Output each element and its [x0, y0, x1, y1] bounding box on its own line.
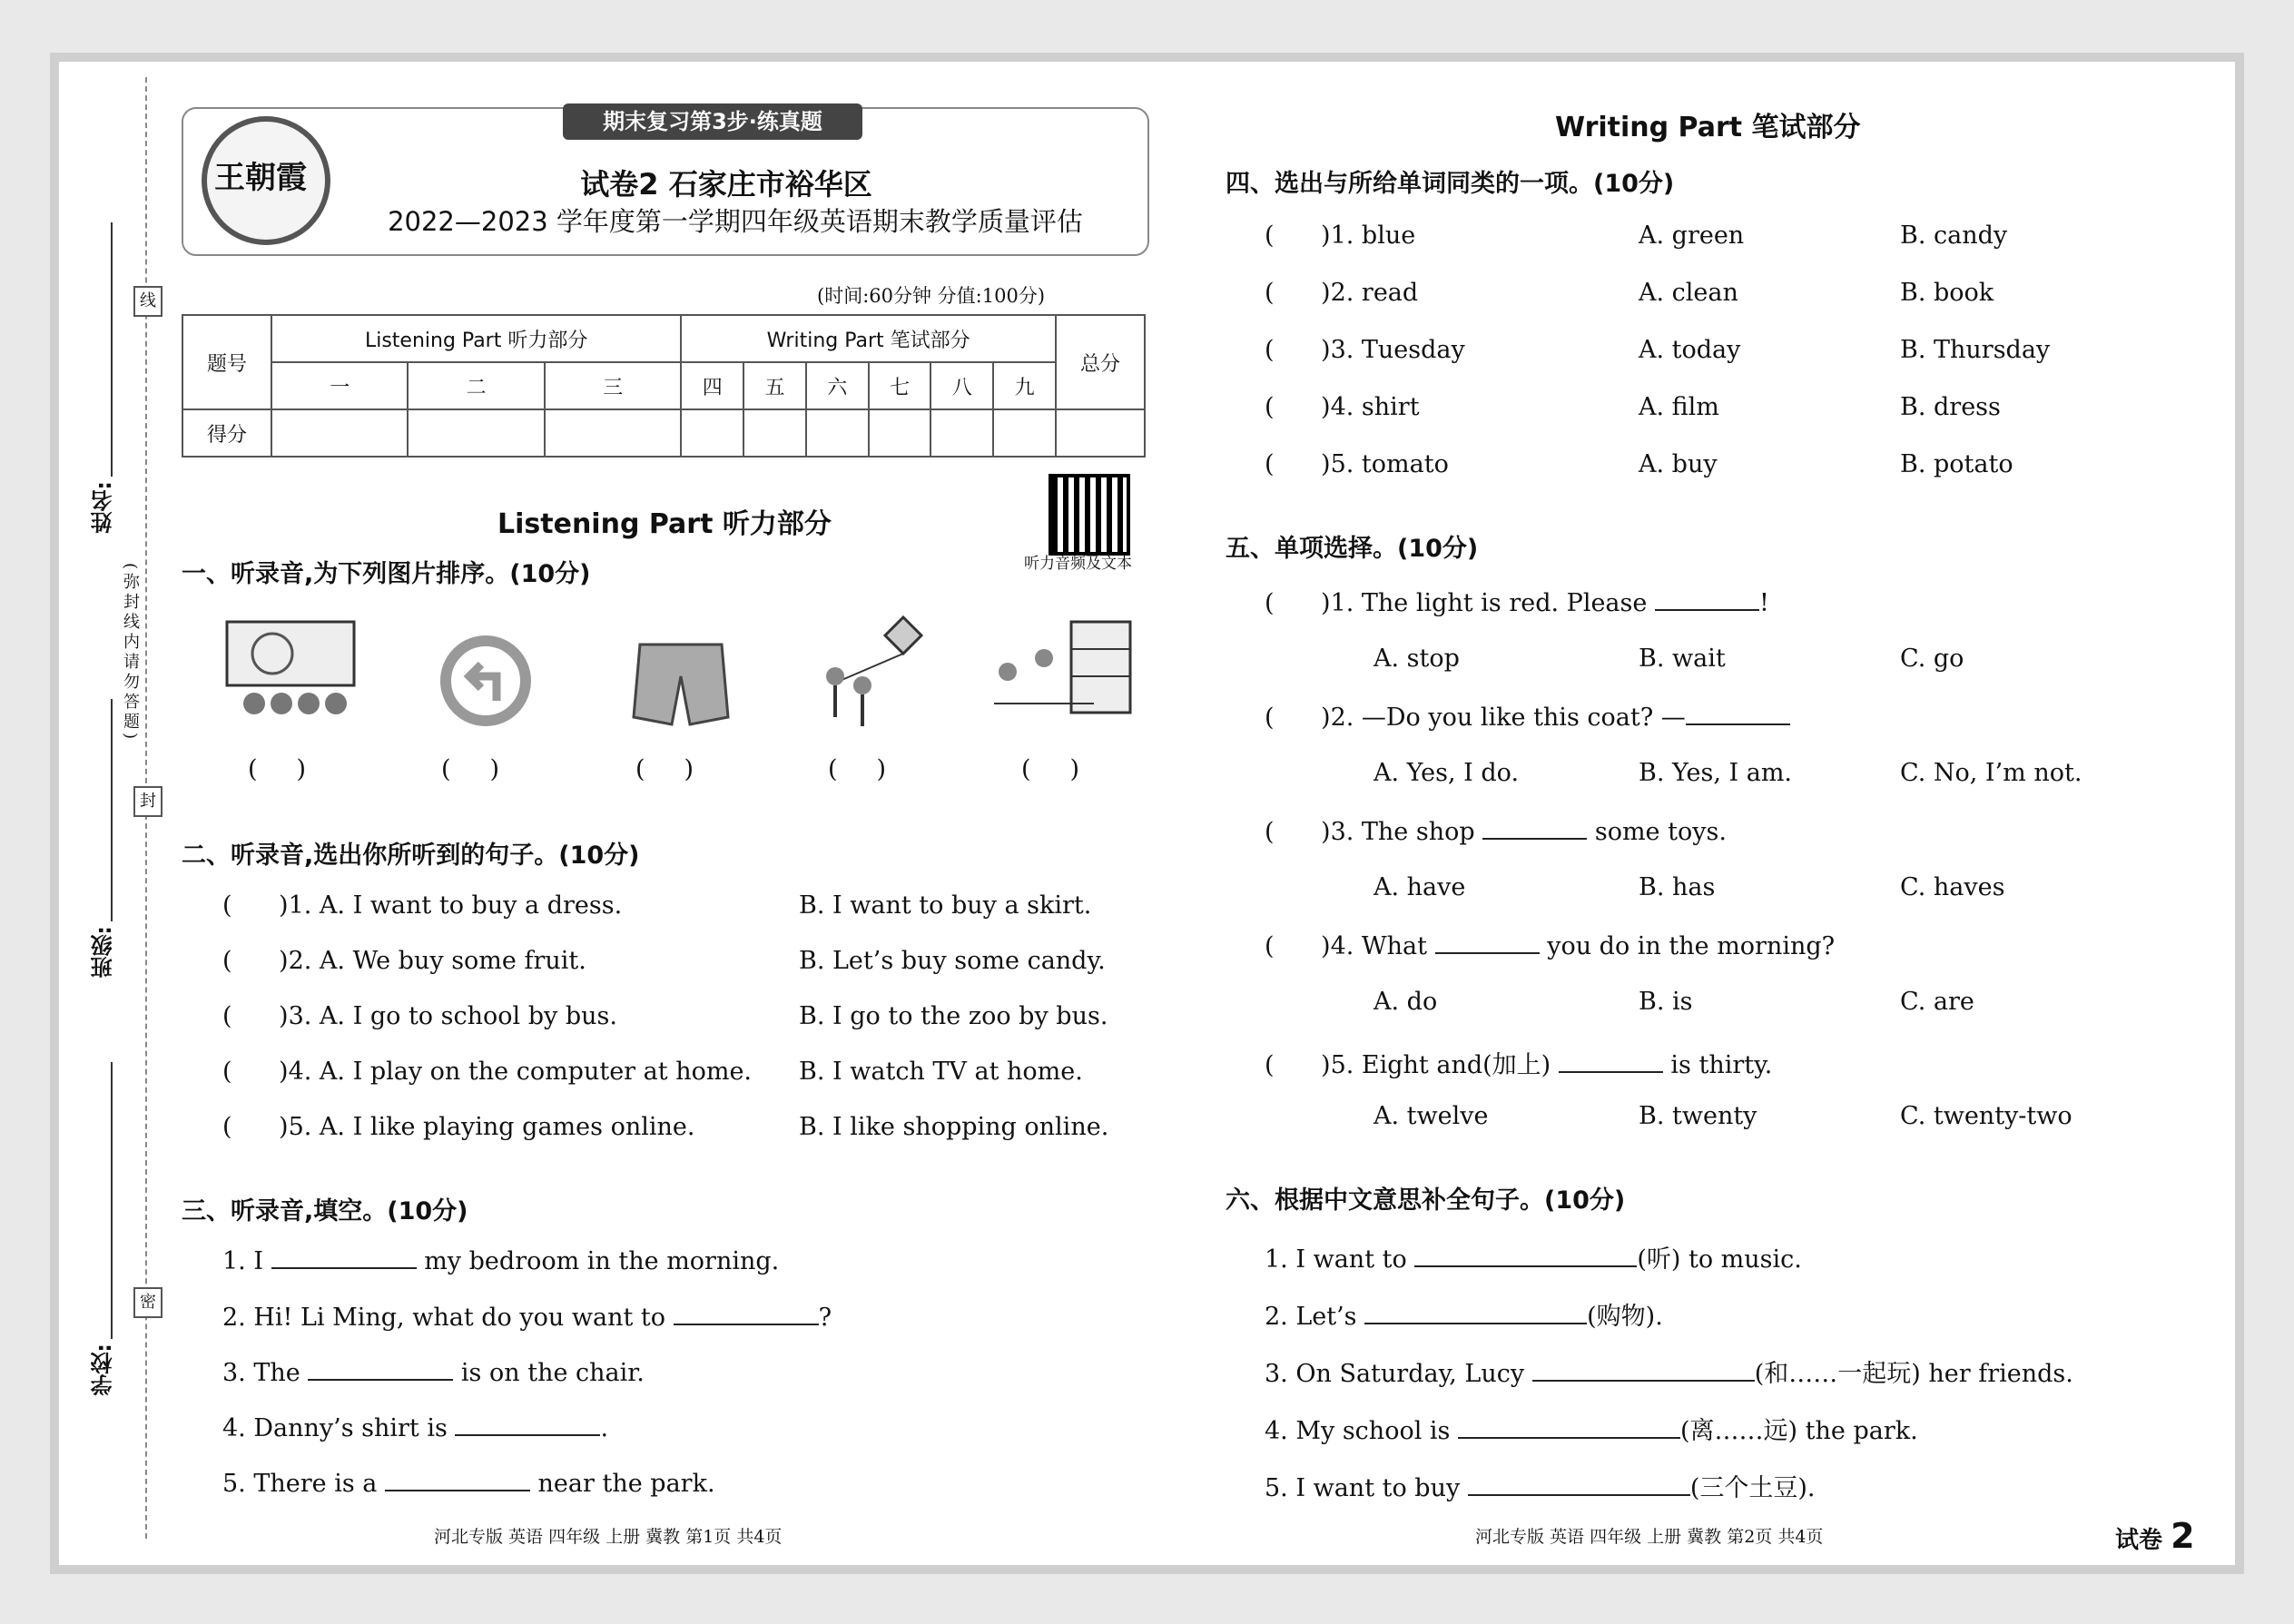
- q4-item-4: ( )4. shirt: [1265, 393, 1420, 421]
- kite-flying-picture: [803, 608, 930, 735]
- score-cell[interactable]: [743, 409, 806, 457]
- writing-header: Writing Part 笔试部分: [681, 315, 1056, 362]
- time-info: (时间:60分钟 分值:100分): [817, 285, 1046, 307]
- q5-item-1: ( )1. The light is red. Please !: [1265, 589, 1769, 617]
- score-cell[interactable]: [930, 409, 993, 457]
- q2-item-1: ( )1. A. I want to buy a dress.: [222, 891, 623, 920]
- q5-item-3: ( )3. The shop some toys.: [1265, 818, 1727, 846]
- cut-mark-line: 线: [133, 286, 162, 317]
- name-field-line: [111, 222, 113, 477]
- q4-item-3-b: B. Thursday: [1900, 336, 2051, 364]
- q1-heading: 一、听录音,为下列图片排序。(10分): [182, 560, 591, 588]
- q2-item-3: ( )3. A. I go to school by bus.: [222, 1002, 617, 1030]
- footer-right: 河北专版 英语 四年级 上册 冀教 第2页 共4页: [1475, 1527, 1824, 1547]
- q4-item-3-a: A. today: [1639, 336, 1741, 364]
- q3-item-2: 2. Hi! Li Ming, what do you want to ?: [222, 1304, 832, 1332]
- answer-bracket[interactable]: ( ): [828, 755, 886, 783]
- paper-title: 试卷2 石家庄市裕华区: [580, 167, 872, 202]
- q2-item-4: ( )4. A. I play on the computer at home.: [222, 1058, 753, 1086]
- class-field-line: [111, 699, 113, 921]
- fill-blank[interactable]: [674, 1302, 819, 1325]
- score-cell[interactable]: [271, 409, 408, 457]
- fill-blank[interactable]: [1435, 930, 1540, 954]
- col-7: 七: [869, 362, 931, 409]
- score-label: 得分: [182, 409, 271, 457]
- paper-number-tag: 试卷 2: [2115, 1516, 2195, 1556]
- fill-blank[interactable]: [1532, 1358, 1755, 1382]
- q2-item-2: ( )2. A. We buy some fruit.: [222, 947, 586, 975]
- score-cell[interactable]: [806, 409, 869, 457]
- writing-title: Writing Part 笔试部分: [1555, 112, 1861, 143]
- fill-blank[interactable]: [308, 1357, 453, 1381]
- score-table: [182, 314, 1146, 458]
- col-4: 四: [681, 362, 743, 409]
- fill-blank[interactable]: [1414, 1244, 1637, 1267]
- name-label: 姓名:: [91, 481, 116, 534]
- cut-mark-seal2: 密: [133, 1287, 162, 1318]
- score-cell[interactable]: [993, 409, 1056, 457]
- q5-item-2-c: C. No, I’m not.: [1900, 759, 2082, 787]
- q6-heading: 六、根据中文意思补全句子。(10分): [1226, 1186, 1626, 1215]
- total-header: 总分: [1056, 315, 1145, 409]
- header-tab: 期末复习第3步·练真题: [563, 103, 862, 140]
- q4-item-2-a: A. clean: [1639, 279, 1738, 307]
- score-cell[interactable]: [408, 409, 544, 457]
- qr-caption: 听力音频及文本: [1024, 555, 1132, 573]
- q4-item-5: ( )5. tomato: [1265, 450, 1449, 478]
- q3-item-3: 3. The is on the chair.: [222, 1359, 645, 1387]
- q2-item-5-b: B. I like shopping online.: [799, 1113, 1109, 1141]
- answer-bracket[interactable]: ( ): [248, 755, 306, 783]
- q2-heading: 二、听录音,选出你所听到的句子。(10分): [182, 842, 640, 870]
- fill-blank[interactable]: [455, 1412, 600, 1436]
- movie-scene-picture: [218, 613, 363, 722]
- shorts-picture: [626, 626, 735, 735]
- q4-item-4-b: B. dress: [1900, 393, 2001, 421]
- q5-item-3-b: B. has: [1639, 873, 1716, 901]
- seal-note: (弥封线内请勿答题): [121, 563, 140, 743]
- col-1: 一: [271, 362, 408, 409]
- q2-item-2-b: B. Let’s buy some candy.: [799, 947, 1106, 975]
- fill-blank[interactable]: [1468, 1472, 1690, 1496]
- score-cell[interactable]: [869, 409, 931, 457]
- logo-text: 王朝霞: [214, 160, 307, 196]
- fill-blank[interactable]: [1482, 816, 1587, 840]
- q5-item-4: ( )4. What you do in the morning?: [1265, 932, 1836, 960]
- answer-bracket[interactable]: ( ): [635, 755, 694, 783]
- q4-item-1-a: A. green: [1639, 221, 1745, 250]
- class-label: 班级:: [91, 926, 116, 979]
- q2-item-4-b: B. I watch TV at home.: [799, 1058, 1083, 1086]
- q6-item-2: 2. Let’s (购物).: [1265, 1303, 1663, 1331]
- q6-item-3: 3. On Saturday, Lucy (和……一起玩) her friends.: [1265, 1360, 2073, 1388]
- listening-title: Listening Part 听力部分: [497, 508, 832, 540]
- score-cell[interactable]: [1056, 409, 1145, 457]
- q3-item-5: 5. There is a near the park.: [222, 1470, 715, 1498]
- q3-item-4: 4. Danny’s shirt is .: [222, 1414, 609, 1442]
- answer-bracket[interactable]: ( ): [441, 755, 499, 783]
- fill-blank[interactable]: [1364, 1301, 1587, 1324]
- q5-item-2: ( )2. —Do you like this coat? —: [1265, 702, 1790, 732]
- fill-blank[interactable]: [271, 1245, 417, 1269]
- q4-heading: 四、选出与所给单词同类的一项。(10分): [1226, 170, 1675, 198]
- fill-blank[interactable]: [1655, 587, 1759, 611]
- school-field-line: [111, 1062, 113, 1339]
- q4-item-2-b: B. book: [1900, 279, 1994, 307]
- q2-item-3-b: B. I go to the zoo by bus.: [799, 1002, 1108, 1030]
- paper-subtitle: 2022—2023 学年度第一学期四年级英语期末教学质量评估: [388, 206, 1083, 237]
- fill-blank[interactable]: [1686, 702, 1790, 725]
- q5-heading: 五、单项选择。(10分): [1226, 535, 1479, 563]
- q5-item-2-a: A. Yes, I do.: [1373, 759, 1520, 787]
- q5-item-2-b: B. Yes, I am.: [1639, 759, 1793, 787]
- q5-item-3-a: A. have: [1373, 873, 1466, 901]
- q4-item-3: ( )3. Tuesday: [1265, 336, 1465, 364]
- q6-item-4: 4. My school is (离……远) the park.: [1265, 1417, 1918, 1445]
- q4-item-4-a: A. film: [1639, 393, 1719, 421]
- cut-mark-seal: 封: [133, 786, 162, 817]
- col-3: 三: [545, 362, 681, 409]
- q5-item-5: ( )5. Eight and(加上) is thirty.: [1265, 1051, 1773, 1079]
- q2-item-1-b: B. I want to buy a skirt.: [799, 891, 1092, 920]
- listening-header: Listening Part 听力部分: [271, 315, 681, 362]
- q4-item-1: ( )1. blue: [1265, 221, 1416, 250]
- col-2: 二: [408, 362, 544, 409]
- q5-item-4-a: A. do: [1373, 988, 1438, 1016]
- fill-blank[interactable]: [1559, 1049, 1663, 1073]
- q5-item-1-b: B. wait: [1639, 645, 1726, 673]
- fill-blank[interactable]: [1458, 1415, 1680, 1439]
- q6-item-5: 5. I want to buy (三个土豆).: [1265, 1474, 1816, 1502]
- children-by-building-picture: [985, 613, 1135, 731]
- turn-left-sign-picture: [440, 635, 531, 726]
- score-cell[interactable]: [681, 409, 743, 457]
- fill-blank[interactable]: [385, 1468, 530, 1491]
- score-cell[interactable]: [545, 409, 681, 457]
- q5-item-5-a: A. twelve: [1373, 1102, 1489, 1130]
- q4-item-1-b: B. candy: [1900, 221, 2008, 250]
- q2-item-5: ( )5. A. I like playing games online.: [222, 1113, 695, 1141]
- q5-item-1-c: C. go: [1900, 645, 1964, 673]
- q4-item-5-a: A. buy: [1639, 450, 1718, 478]
- col-5: 五: [743, 362, 806, 409]
- q5-item-3-c: C. haves: [1900, 873, 2005, 901]
- q4-item-2: ( )2. read: [1265, 279, 1419, 307]
- q5-item-5-b: B. twenty: [1639, 1102, 1757, 1130]
- row-label: 题号: [182, 315, 271, 409]
- school-label: 学校:: [91, 1343, 116, 1396]
- q4-item-5-b: B. potato: [1900, 450, 2013, 478]
- q5-item-4-b: B. is: [1639, 988, 1693, 1016]
- q5-item-5-c: C. twenty-two: [1900, 1102, 2072, 1130]
- footer-left: 河北专版 英语 四年级 上册 冀教 第1页 共4页: [434, 1527, 783, 1547]
- col-8: 八: [930, 362, 993, 409]
- q3-heading: 三、听录音,填空。(10分): [182, 1197, 468, 1225]
- answer-bracket[interactable]: ( ): [1021, 755, 1079, 783]
- col-6: 六: [806, 362, 869, 409]
- qr-code-icon[interactable]: [1049, 474, 1130, 556]
- q5-item-4-c: C. are: [1900, 988, 1974, 1016]
- q6-item-1: 1. I want to (听) to music.: [1265, 1245, 1802, 1274]
- q3-item-1: 1. I my bedroom in the morning.: [222, 1247, 780, 1275]
- col-9: 九: [993, 362, 1056, 409]
- q5-item-1-a: A. stop: [1373, 645, 1460, 673]
